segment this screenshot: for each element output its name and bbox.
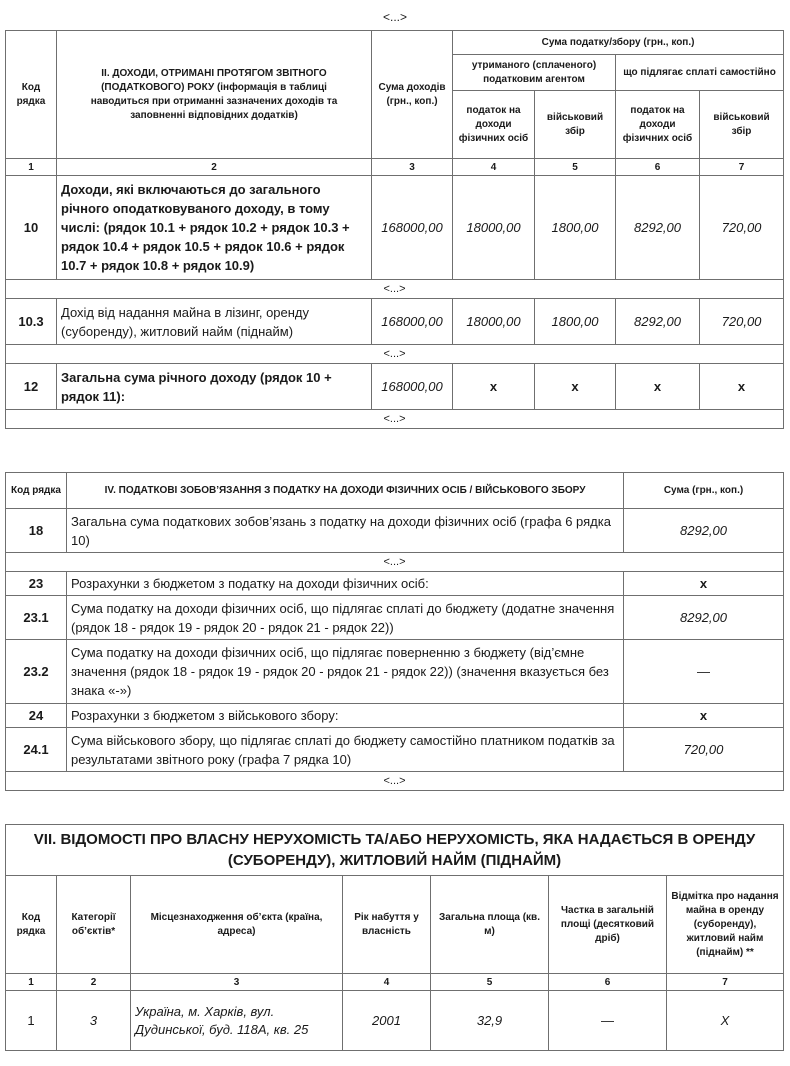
- income-sum-value: 168000,00: [372, 299, 453, 345]
- ellipsis: <...>: [6, 280, 784, 299]
- col-number: 3: [372, 159, 453, 176]
- header-pdfo-self: податок на доходи фізичних осіб: [616, 91, 700, 159]
- row-rental-mark: Х: [667, 991, 784, 1051]
- header-income-sum: Сума доходів (грн., коп.): [372, 31, 453, 159]
- row-description: Сума військового збору, що підлягає сплаті до бюджету самостійно платником податків за результатами звітного року (графа 7 рядка 10): [67, 728, 624, 772]
- col-number: 1: [6, 974, 57, 991]
- header-code: Код рядка: [6, 876, 57, 974]
- header-code: Код рядка: [6, 31, 57, 159]
- col-number: 3: [131, 974, 343, 991]
- header-year: Рік набуття у власність: [343, 876, 431, 974]
- col-number: 6: [549, 974, 667, 991]
- row-description: Загальна сума податкових зобов’язань з податку на доходи фізичних осіб (графа 6 рядка 10): [67, 509, 624, 553]
- header-category: Категорії об’єктів*: [57, 876, 131, 974]
- table-row: [6, 704, 784, 728]
- row-sum: 8292,00: [624, 509, 784, 553]
- section-7-table: [5, 824, 784, 1051]
- col-number: 6: [616, 159, 700, 176]
- table-row: [6, 596, 784, 640]
- ellipsis-row: [6, 345, 784, 364]
- row-location: Україна, м. Харків, вул. Дудинської, буд. 118А, кв. 25: [131, 991, 343, 1051]
- row-code: 18: [6, 509, 67, 553]
- row-sum: x: [624, 704, 784, 728]
- table-row: [6, 509, 784, 553]
- header-title-note: (інформація в таблиці наводиться при отриманні зазначених доходів та заповненні відповідних додатків): [90, 81, 338, 121]
- table-row: [6, 176, 784, 280]
- row-code: 12: [6, 364, 57, 410]
- col-number: 2: [57, 974, 131, 991]
- military-agent-value: x: [535, 364, 616, 410]
- ellipsis: <...>: [6, 553, 784, 572]
- income-sum-value: 168000,00: [372, 364, 453, 410]
- table-row: [6, 640, 784, 704]
- row-sum: 720,00: [624, 728, 784, 772]
- pdfo-agent-value: x: [453, 364, 535, 410]
- row-sum: —: [624, 640, 784, 704]
- header-military-self: військовий збір: [700, 91, 784, 159]
- row-code: 23: [6, 572, 67, 596]
- row-description: Сума податку на доходи фізичних осіб, що підлягає поверненню з бюджету (від’ємне значення (рядок 18 - рядок 19 - рядок 20 - рядок 21 - рядок 22)) (значення вказується без знака «-»): [67, 640, 624, 704]
- row-code: 24: [6, 704, 67, 728]
- pdfo-self-value: x: [616, 364, 700, 410]
- header-military-agent: військовий збір: [535, 91, 616, 159]
- row-code: 10.3: [6, 299, 57, 345]
- row-code: 23.2: [6, 640, 67, 704]
- header-share: Частка в загальній площі (десятковий дріб): [549, 876, 667, 974]
- ellipsis-top: <...>: [382, 10, 408, 24]
- section-2-table: [5, 30, 784, 429]
- header-withheld: утриманого (сплаченого) податковим агентом: [453, 55, 616, 91]
- row-description: Розрахунки з бюджетом з військового збору:: [67, 704, 624, 728]
- header-sum: Сума (грн., коп.): [624, 473, 784, 509]
- row-category: 3: [57, 991, 131, 1051]
- pdfo-agent-value: 18000,00: [453, 176, 535, 280]
- header-pdfo-agent: податок на доходи фізичних осіб: [453, 91, 535, 159]
- col-number: 5: [535, 159, 616, 176]
- header-section-4-title: IV. ПОДАТКОВІ ЗОБОВ’ЯЗАННЯ З ПОДАТКУ НА ДОХОДИ ФІЗИЧНИХ ОСІБ / ВІЙСЬКОВОГО ЗБОРУ: [67, 473, 624, 509]
- ellipsis-row: [6, 772, 784, 791]
- header-self-paid: що підлягає сплаті самостійно: [616, 55, 784, 91]
- table-row: [6, 299, 784, 345]
- row-sum: x: [624, 572, 784, 596]
- row-sum: 8292,00: [624, 596, 784, 640]
- header-section-2-title: [57, 31, 372, 159]
- pdfo-self-value: 8292,00: [616, 299, 700, 345]
- row-description: Загальна сума річного доходу (рядок 10 + рядок 11):: [57, 364, 372, 410]
- row-code: 24.1: [6, 728, 67, 772]
- ellipsis: <...>: [6, 345, 784, 364]
- col-number: 7: [667, 974, 784, 991]
- military-self-value: 720,00: [700, 176, 784, 280]
- column-numbers-row: [6, 974, 784, 991]
- header-tax-sum: Сума податку/збору (грн., коп.): [453, 31, 784, 55]
- col-number: 7: [700, 159, 784, 176]
- column-numbers-row: [6, 159, 784, 176]
- military-self-value: 720,00: [700, 299, 784, 345]
- row-year: 2001: [343, 991, 431, 1051]
- ellipsis: <...>: [6, 772, 784, 791]
- table-row: [6, 364, 784, 410]
- row-area: 32,9: [431, 991, 549, 1051]
- header-title-main: ІІ. ДОХОДИ, ОТРИМАНІ ПРОТЯГОМ ЗВІТНОГО (ПОДАТКОВОГО) РОКУ: [101, 67, 327, 93]
- col-number: 2: [57, 159, 372, 176]
- row-description: Доходи, які включаються до загального річного оподатковуваного доходу, в тому числі: (рядок 10.1 + рядок 10.2 + рядок 10.3 + рядок 10.4 + рядок 10.5 + рядок 10.6 + рядок 10.7 + рядок 10.8 + рядок 10.9): [57, 176, 372, 280]
- military-agent-value: 1800,00: [535, 299, 616, 345]
- header-area: Загальна площа (кв. м): [431, 876, 549, 974]
- table-row: [6, 991, 784, 1051]
- pdfo-agent-value: 18000,00: [453, 299, 535, 345]
- col-number: 4: [343, 974, 431, 991]
- table-row: [6, 572, 784, 596]
- ellipsis-row: [6, 410, 784, 429]
- header-code: Код рядка: [6, 473, 67, 509]
- row-share: —: [549, 991, 667, 1051]
- row-description: Сума податку на доходи фізичних осіб, що підлягає сплаті до бюджету (додатне значення (рядок 18 - рядок 19 - рядок 20 - рядок 21 - рядок 22)): [67, 596, 624, 640]
- section-4-table: [5, 472, 784, 791]
- ellipsis: <...>: [6, 410, 784, 429]
- col-number: 5: [431, 974, 549, 991]
- table-row: [6, 728, 784, 772]
- row-description: Дохід від надання майна в лізинг, оренду (суборенду), житловий найм (піднайм): [57, 299, 372, 345]
- ellipsis-row: [6, 553, 784, 572]
- row-code: 10: [6, 176, 57, 280]
- row-description: Розрахунки з бюджетом з податку на доходи фізичних осіб:: [67, 572, 624, 596]
- income-sum-value: 168000,00: [372, 176, 453, 280]
- row-code: 23.1: [6, 596, 67, 640]
- pdfo-self-value: 8292,00: [616, 176, 700, 280]
- section-7-title: VII. ВІДОМОСТІ ПРО ВЛАСНУ НЕРУХОМІСТЬ ТА/АБО НЕРУХОМІСТЬ, ЯКА НАДАЄТЬСЯ В ОРЕНДУ (СУБОРЕНДУ), ЖИТЛОВИЙ НАЙМ (ПІДНАЙМ): [6, 825, 784, 876]
- col-number: 1: [6, 159, 57, 176]
- row-code: 1: [6, 991, 57, 1051]
- header-rental-mark: Відмітка про надання майна в оренду (суборенду), житловий найм (піднайм) **: [667, 876, 784, 974]
- ellipsis-row: [6, 280, 784, 299]
- military-agent-value: 1800,00: [535, 176, 616, 280]
- header-location: Місцезнаходження об’єкта (країна, адреса): [131, 876, 343, 974]
- col-number: 4: [453, 159, 535, 176]
- military-self-value: x: [700, 364, 784, 410]
